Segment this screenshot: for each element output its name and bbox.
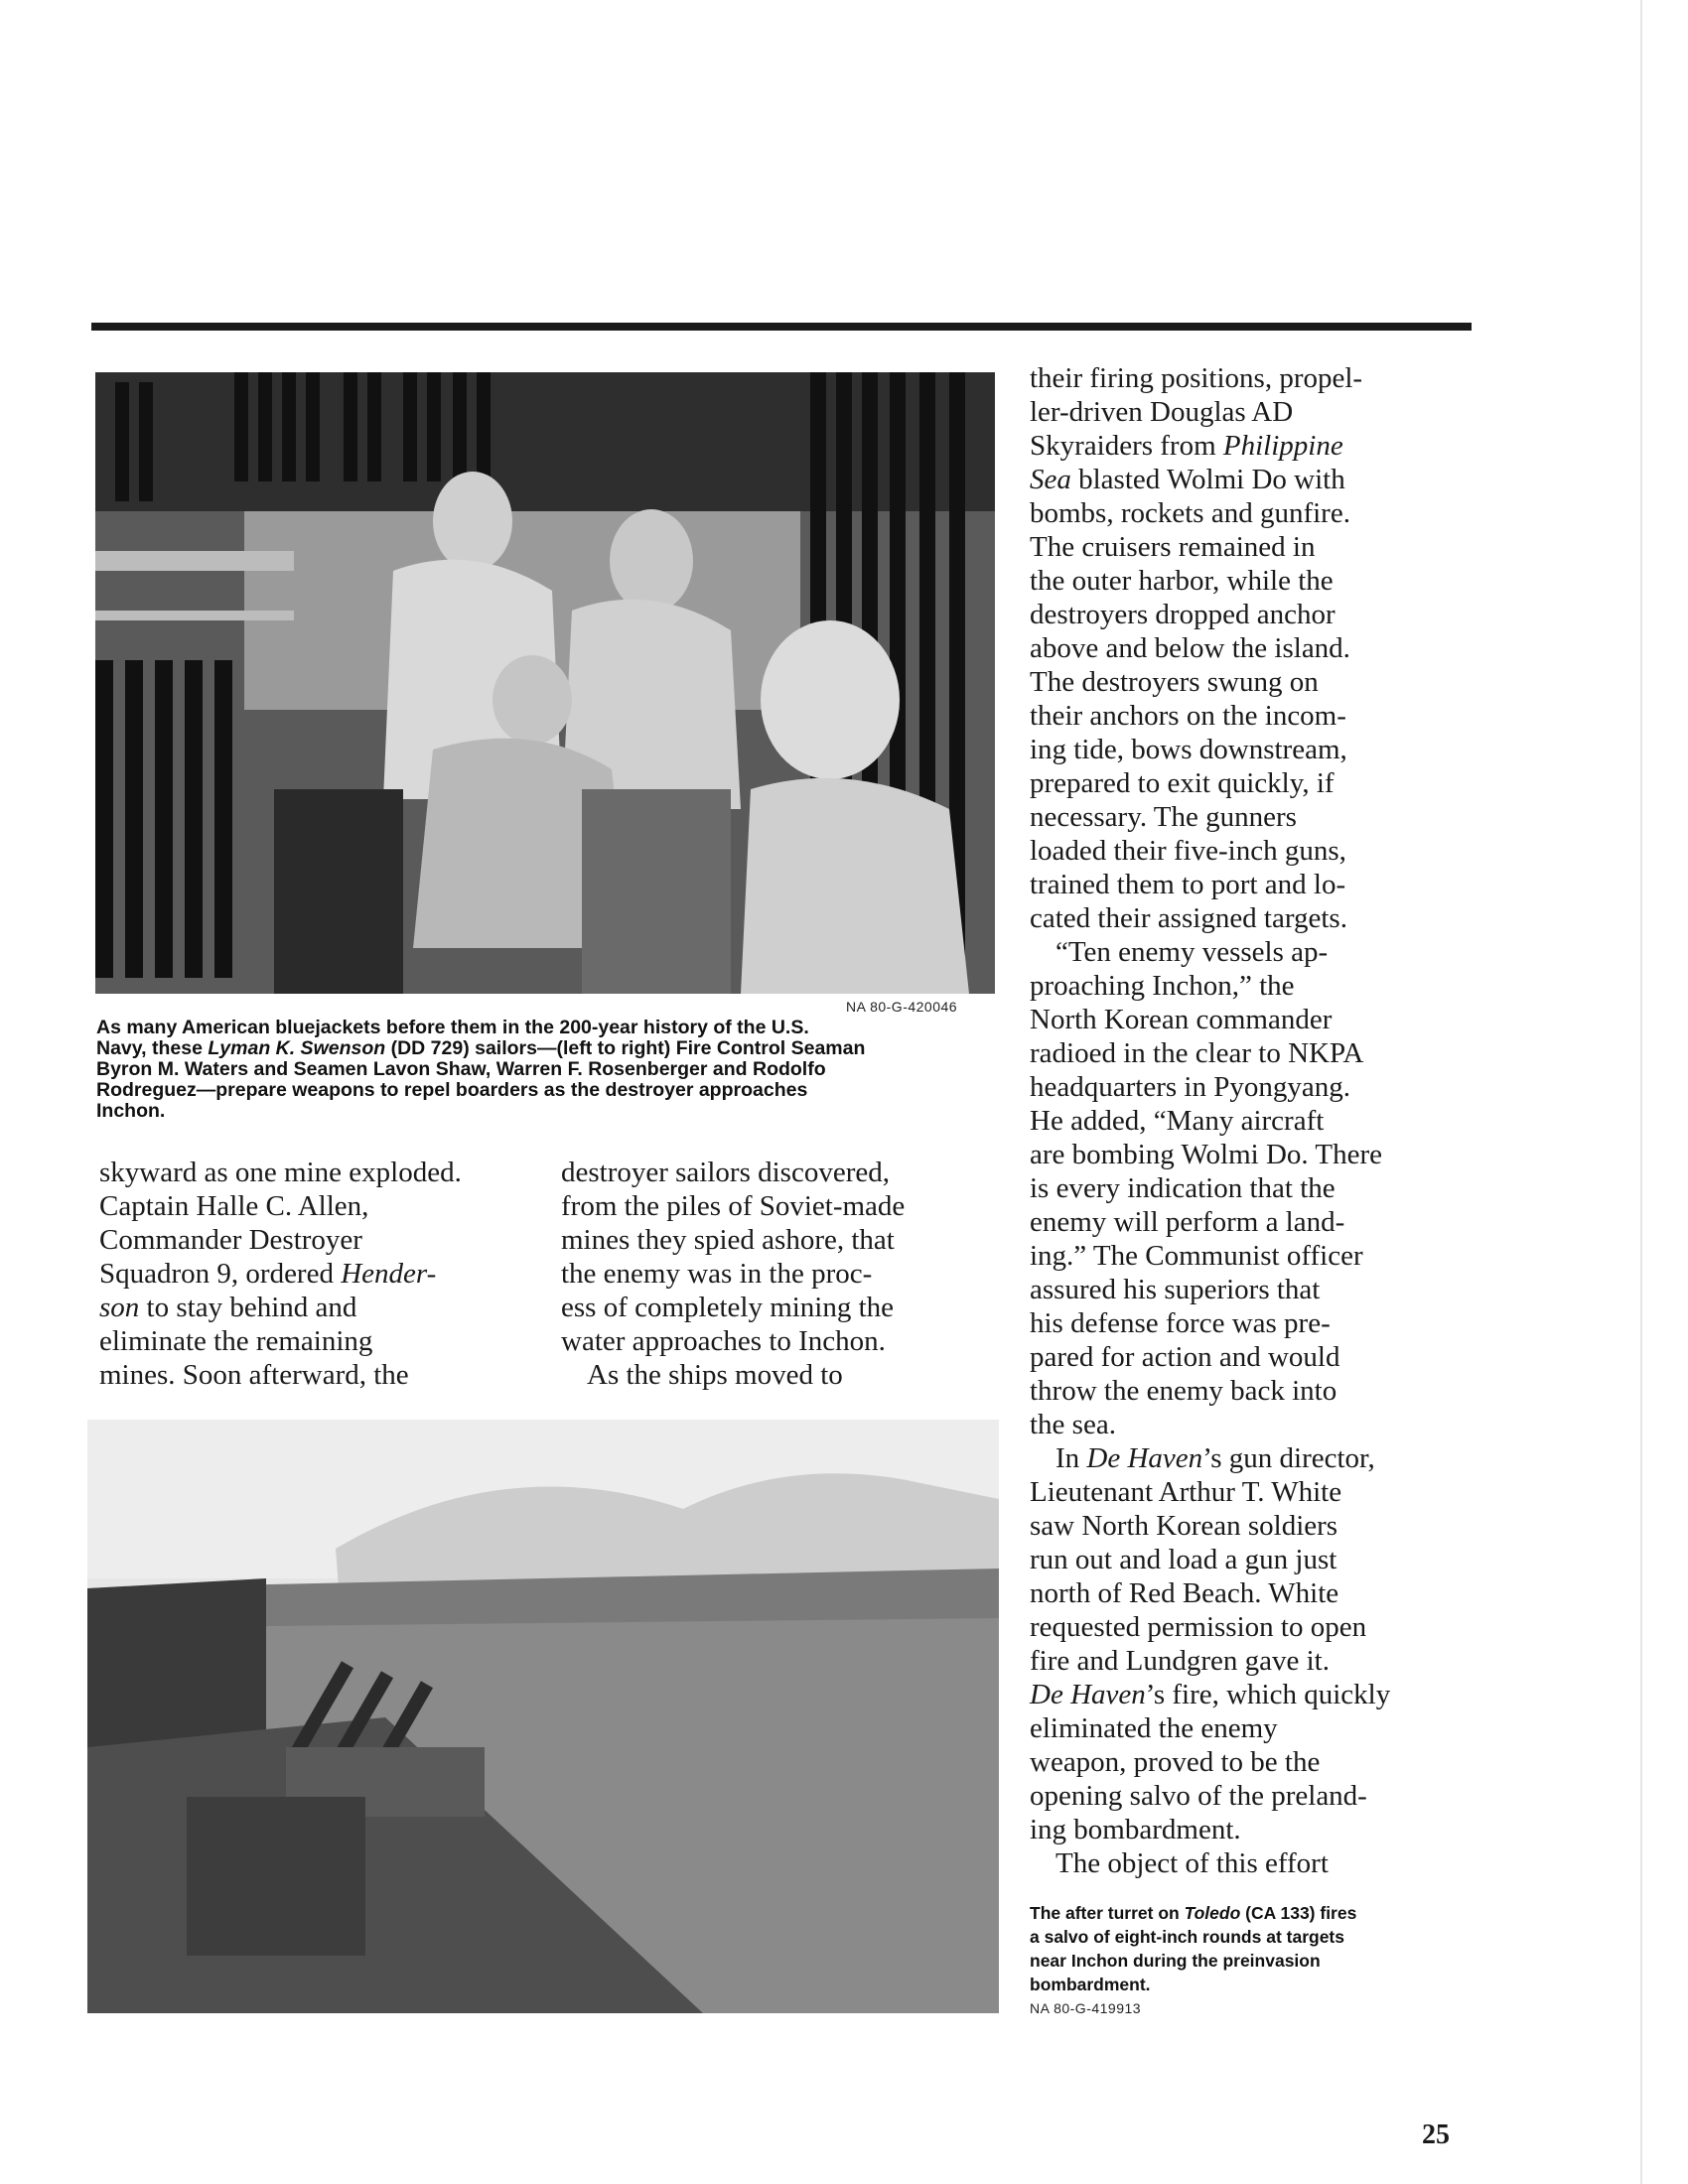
page-number: 25 [1422, 2119, 1450, 2150]
photo2-caption [1030, 1901, 1467, 1996]
caption-line: a salvo of eight-inch rounds at targets [1030, 1927, 1344, 1947]
caption-line: Inchon. [96, 1100, 166, 1122]
text-line: throw the enemy back into [1030, 1375, 1337, 1407]
photo1-caption [96, 1018, 990, 1122]
caption-line: Byron M. Waters and Seamen Lavon Shaw, Warren F. Rosenberger and Rodolfo [96, 1058, 826, 1080]
caption-line: Navy, these Lyman K. Swenson (DD 729) sailors—(left to right) Fire Control Seaman [96, 1037, 866, 1059]
text-line: North Korean commander [1030, 1004, 1333, 1035]
text-line: the outer harbor, while the [1030, 565, 1334, 597]
text-line: weapon, proved to be the [1030, 1746, 1321, 1778]
text-line: The object of this effort [1055, 1847, 1329, 1879]
caption-line: As many American bluejackets before them in the 200-year history of the U.S. [96, 1017, 809, 1038]
text-line: mines. Soon afterward, the [99, 1359, 409, 1391]
text-line: is every indication that the [1030, 1172, 1336, 1204]
photo2-credit: NA 80-G-419913 [1030, 2000, 1142, 2016]
ship-name: Toledo [1184, 1903, 1241, 1923]
text-line: The destroyers swung on [1030, 666, 1319, 698]
text-line: ler-driven Douglas AD [1030, 396, 1294, 428]
sailors-armory-photo [95, 372, 995, 994]
text-line: “Ten enemy vessels ap- [1055, 936, 1329, 968]
text-line: Captain Halle C. Allen, [99, 1190, 369, 1222]
text-line: son to stay behind and [99, 1292, 357, 1323]
text-line: the enemy was in the proc- [561, 1258, 873, 1290]
text-line: requested permission to open [1030, 1611, 1367, 1643]
text-line: The cruisers remained in [1030, 531, 1316, 563]
text-line: In De Haven’s gun director, [1055, 1442, 1375, 1474]
text-line: trained them to port and lo- [1030, 869, 1346, 900]
text-line: Squadron 9, ordered Hender- [99, 1258, 437, 1290]
scan-edge-line [1640, 0, 1642, 2184]
text-line: ing bombardment. [1030, 1814, 1241, 1845]
text-line: the sea. [1030, 1409, 1116, 1440]
text-line: run out and load a gun just [1030, 1544, 1337, 1575]
text-line: assured his superiors that [1030, 1274, 1321, 1305]
text-line: ing tide, bows downstream, [1030, 734, 1347, 765]
header-rule [91, 323, 1472, 331]
text-line: destroyer sailors discovered, [561, 1157, 890, 1188]
ship-name: De Haven [1086, 1442, 1203, 1474]
text-line: Skyraiders from Philippine [1030, 430, 1343, 462]
photo1-credit: NA 80-G-420046 [846, 999, 958, 1015]
text-line: proaching Inchon,” the [1030, 970, 1295, 1002]
text-line: destroyers dropped anchor [1030, 599, 1336, 630]
ship-name: Philippine [1222, 430, 1343, 462]
text-line: their anchors on the incom- [1030, 700, 1346, 732]
body-column-3 [1030, 361, 1467, 1880]
text-line: opening salvo of the preland- [1030, 1780, 1367, 1812]
text-line: water approaches to Inchon. [561, 1325, 886, 1357]
text-line: Sea blasted Wolmi Do with [1030, 464, 1345, 495]
text-line: bombs, rockets and gunfire. [1030, 497, 1350, 529]
text-line: ess of completely mining the [561, 1292, 895, 1323]
ship-name: Sea [1030, 464, 1071, 495]
text-line: skyward as one mine exploded. [99, 1157, 462, 1188]
text-line: north of Red Beach. White [1030, 1577, 1339, 1609]
caption-line: bombardment. [1030, 1975, 1151, 1994]
text-line: De Haven’s fire, which quickly [1030, 1679, 1391, 1710]
text-line: Commander Destroyer [99, 1224, 362, 1256]
text-line: his defense force was pre- [1030, 1307, 1331, 1339]
text-line: from the piles of Soviet-made [561, 1190, 906, 1222]
text-line: their firing positions, propel- [1030, 362, 1363, 394]
ship-name: son [99, 1292, 140, 1323]
text-line: ing.” The Communist officer [1030, 1240, 1363, 1272]
text-line: He added, “Many aircraft [1030, 1105, 1325, 1137]
caption-line: near Inchon during the preinvasion [1030, 1951, 1321, 1971]
text-line: pared for action and would [1030, 1341, 1340, 1373]
body-column-2 [561, 1156, 998, 1392]
text-line: saw North Korean soldiers [1030, 1510, 1338, 1542]
text-line: As the ships moved to [587, 1359, 843, 1391]
text-line: cated their assigned targets. [1030, 902, 1347, 934]
text-line: above and below the island. [1030, 632, 1350, 664]
text-line: eliminate the remaining [99, 1325, 373, 1357]
text-line: headquarters in Pyongyang. [1030, 1071, 1350, 1103]
text-line: prepared to exit quickly, if [1030, 767, 1335, 799]
text-line: fire and Lundgren gave it. [1030, 1645, 1330, 1677]
ship-name: Lyman K. Swenson [208, 1037, 386, 1059]
text-line: loaded their five-inch guns, [1030, 835, 1346, 867]
ship-name: Hender- [341, 1258, 437, 1290]
text-line: mines they spied ashore, that [561, 1224, 895, 1256]
text-line: are bombing Wolmi Do. There [1030, 1139, 1382, 1170]
body-column-1 [99, 1156, 536, 1392]
text-line: radioed in the clear to NKPA [1030, 1037, 1364, 1069]
cruiser-turret-photo [87, 1420, 999, 2013]
text-line: necessary. The gunners [1030, 801, 1297, 833]
caption-line: Rodreguez—prepare weapons to repel boarders as the destroyer approaches [96, 1079, 808, 1101]
caption-line: The after turret on Toledo (CA 133) fires [1030, 1903, 1357, 1923]
text-line: eliminated the enemy [1030, 1712, 1278, 1744]
text-line: enemy will perform a land- [1030, 1206, 1345, 1238]
text-line: Lieutenant Arthur T. White [1030, 1476, 1342, 1508]
ship-name: De Haven [1030, 1679, 1146, 1710]
